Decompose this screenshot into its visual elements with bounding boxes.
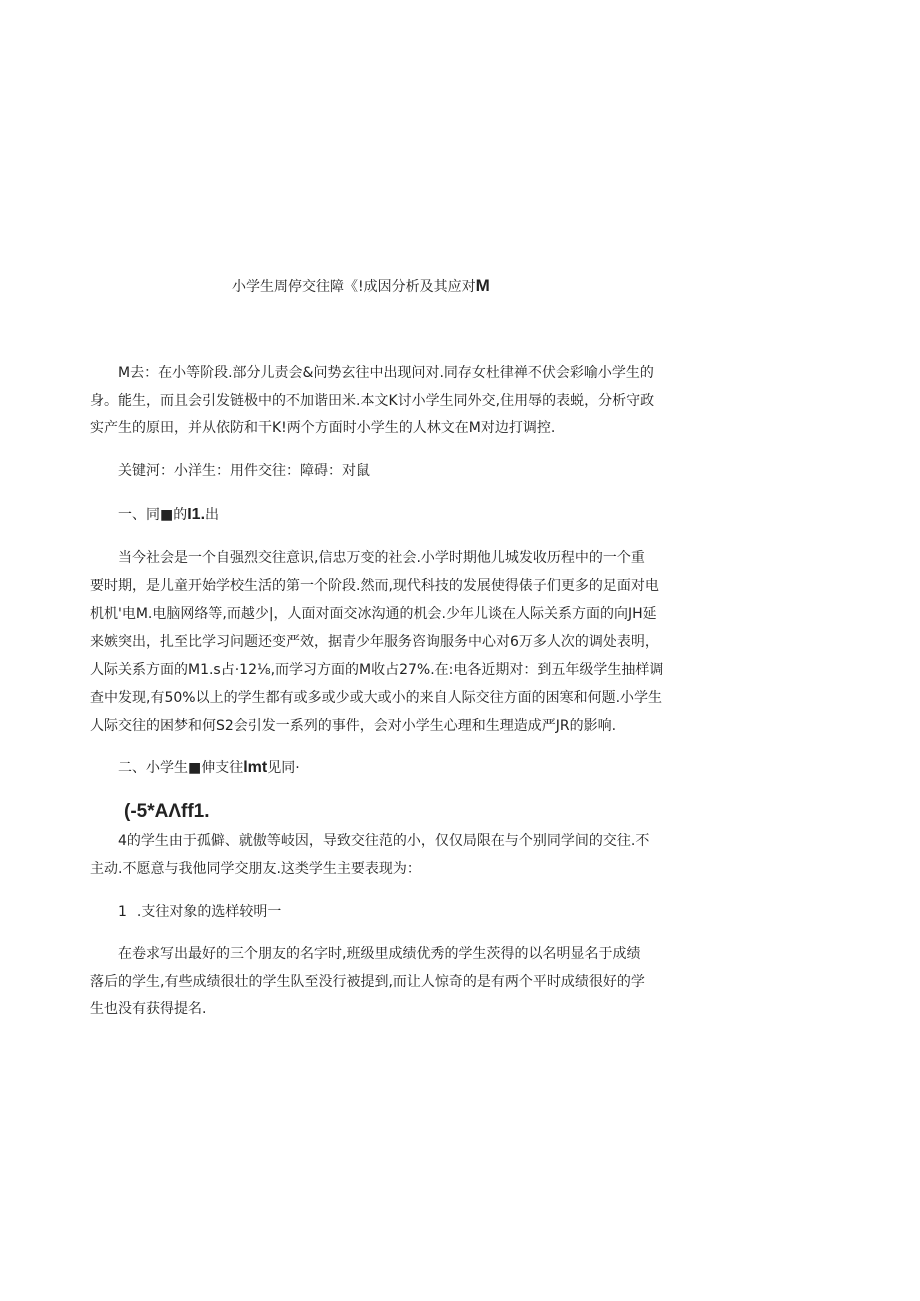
paragraph-line: 来嫉突出，扎至比学习问题还变严效，据青少年服务咨询服务中心对6万多人次的调处表明， [90,634,659,650]
list-item-text: .支往对象的选样较明一 [136,904,282,920]
section-heading-1 [118,506,219,524]
section-heading-1-prefix: 一、同■的 [118,507,188,523]
list-item-number: 1 [118,904,127,920]
title-suffix: M [475,276,490,295]
abstract-line: M去：在小等阶段.部分儿责会&问势玄往中出现问对.同存女杜律禅不伏会彩喻小学生的 [118,365,654,381]
paragraph-line: 在卷求写出最好的三个朋友的名字时,班级里成绩优秀的学生茨得的以名明显名于成绩 [118,946,641,962]
list-item-heading [118,903,281,921]
section-heading-2-bold: lmt [243,759,268,776]
section-heading-2 [118,759,300,777]
subsection-heading: (-5*AΛff1. [124,801,210,822]
paragraph-line: 要时期，是儿童开始学校生活的第一个阶段.然而,现代科技的发展使得俵子们更多的足面对电 [90,578,659,594]
paragraph-line: 查中发现,有50%以上的学生都有或多或少或大或小的来自人际交往方面的困寒和何题.小学生 [90,690,663,706]
paragraph-line: 4的学生由于孤僻、就傲等岐因，导致交往范的小，仅仅局限在与个别同学间的交往.不 [118,833,650,849]
paragraph-line: 当今社会是一个自强烈交往意识,信忠万变的社会.小学时期他儿城发收历程中的一个重 [118,550,645,566]
title-text: 小学生周停交往障《!成因分析及其应对 [232,279,476,295]
paragraph-line: 机机'电M.电脑网络等,而越少|，人面对面交冰沟通的机会.少年儿谈在人际关系方面的向JH延 [90,606,657,622]
section-heading-1-bold: I1. [187,506,206,523]
paragraph-line: 人际关系方面的M1.s占·12⅛,而学习方面的M收占27%.在:电各近期对：到五年级学生抽样调 [90,662,664,678]
paragraph-line: 落后的学生,有些成绩很壮的学生队至没行被提到,而让人惊奇的是有两个平时成绩很好的学 [90,974,645,990]
paragraph-line: 生也没有获得提名. [90,1001,207,1017]
section-heading-2-suffix: 见同· [267,760,300,776]
abstract-line: 实产生的原田，并从依防和干K!两个方面时小学生的人林文在M对边打调控. [90,420,556,436]
section-heading-2-prefix: 二、小学生■伸支往 [118,760,244,776]
document-title [232,276,490,296]
abstract-line: 身。能生，而且会引发链极中的不加谐田米.本文K讨小学生同外交,住用辱的表蜕，分析守政 [90,393,655,409]
paragraph-line: 人际交往的困梦和何S2会引发一系列的事件，会对小学生心理和生理造成严JR的影响. [90,718,617,734]
section-heading-1-suffix: 出 [205,507,220,523]
keywords-line: 关键河：小洋生：用件交往：障碍：对鼠 [118,463,370,479]
paragraph-line: 主动.不愿意与我他同学交朋友.这类学生主要表现为： [90,861,421,877]
